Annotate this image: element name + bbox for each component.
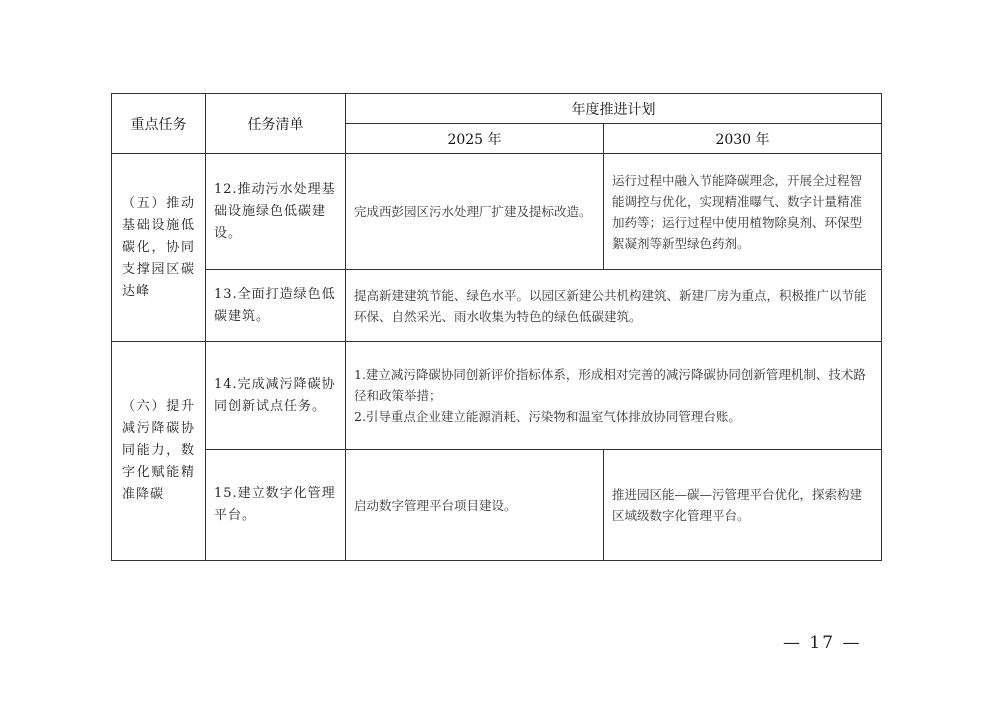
plan-merged-cell: 提高新建建筑节能、绿色水平。以园区新建公共机构建筑、新建厂房为重点，积极推广以节能环保、自然采光、雨水收集为特色的绿色低碳建筑。 — [346, 270, 882, 342]
task-list-cell: 14.完成减污降碳协同创新试点任务。 — [206, 342, 346, 450]
header-key-task: 重点任务 — [112, 94, 206, 154]
table-row — [112, 154, 882, 270]
plan-2025-cell: 完成西彭园区污水处理厂扩建及提标改造。 — [346, 154, 604, 270]
header-year-2025: 2025 年 — [346, 124, 604, 154]
plan-merged-cell — [346, 342, 882, 450]
plan-2030-cell: 推进园区能—碳—污管理平台优化，探索构建区域级数字化管理平台。 — [604, 450, 882, 561]
task-list-cell: 12.推动污水处理基础设施绿色低碳建设。 — [206, 154, 346, 270]
plan-2030-cell: 运行过程中融入节能降碳理念，开展全过程智能调控与优化，实现精准曝气、数字计量精准加药等；运行过程中使用植物除臭剂、环保型絮凝剂等新型绿色药剂。 — [604, 154, 882, 270]
plan-2025-cell: 启动数字管理平台项目建设。 — [346, 450, 604, 561]
plan-line: 1.建立减污降碳协同创新评价指标体系，形成相对完善的减污降碳协同创新管理机制、技术路径和政策举措； — [354, 367, 866, 403]
key-task-cell: （五）推动基础设施低碳化，协同支撑园区碳达峰 — [112, 154, 206, 342]
header-year-2030: 2030 年 — [604, 124, 882, 154]
header-annual-plan: 年度推进计划 — [346, 94, 882, 124]
task-list-cell: 15.建立数字化管理平台。 — [206, 450, 346, 561]
plan-line: 2.引导重点企业建立能源消耗、污染物和温室气体排放协同管理台账。 — [354, 409, 741, 424]
header-task-list: 任务清单 — [206, 94, 346, 154]
key-task-cell: （六）提升减污降碳协同能力，数字化赋能精准降碳 — [112, 342, 206, 561]
task-list-cell: 13.全面打造绿色低碳建筑。 — [206, 270, 346, 342]
page-number: — 17 — — [783, 633, 862, 653]
table-row — [112, 270, 882, 342]
table-row — [112, 450, 882, 561]
table-row — [112, 342, 882, 450]
annual-plan-table — [111, 93, 882, 561]
